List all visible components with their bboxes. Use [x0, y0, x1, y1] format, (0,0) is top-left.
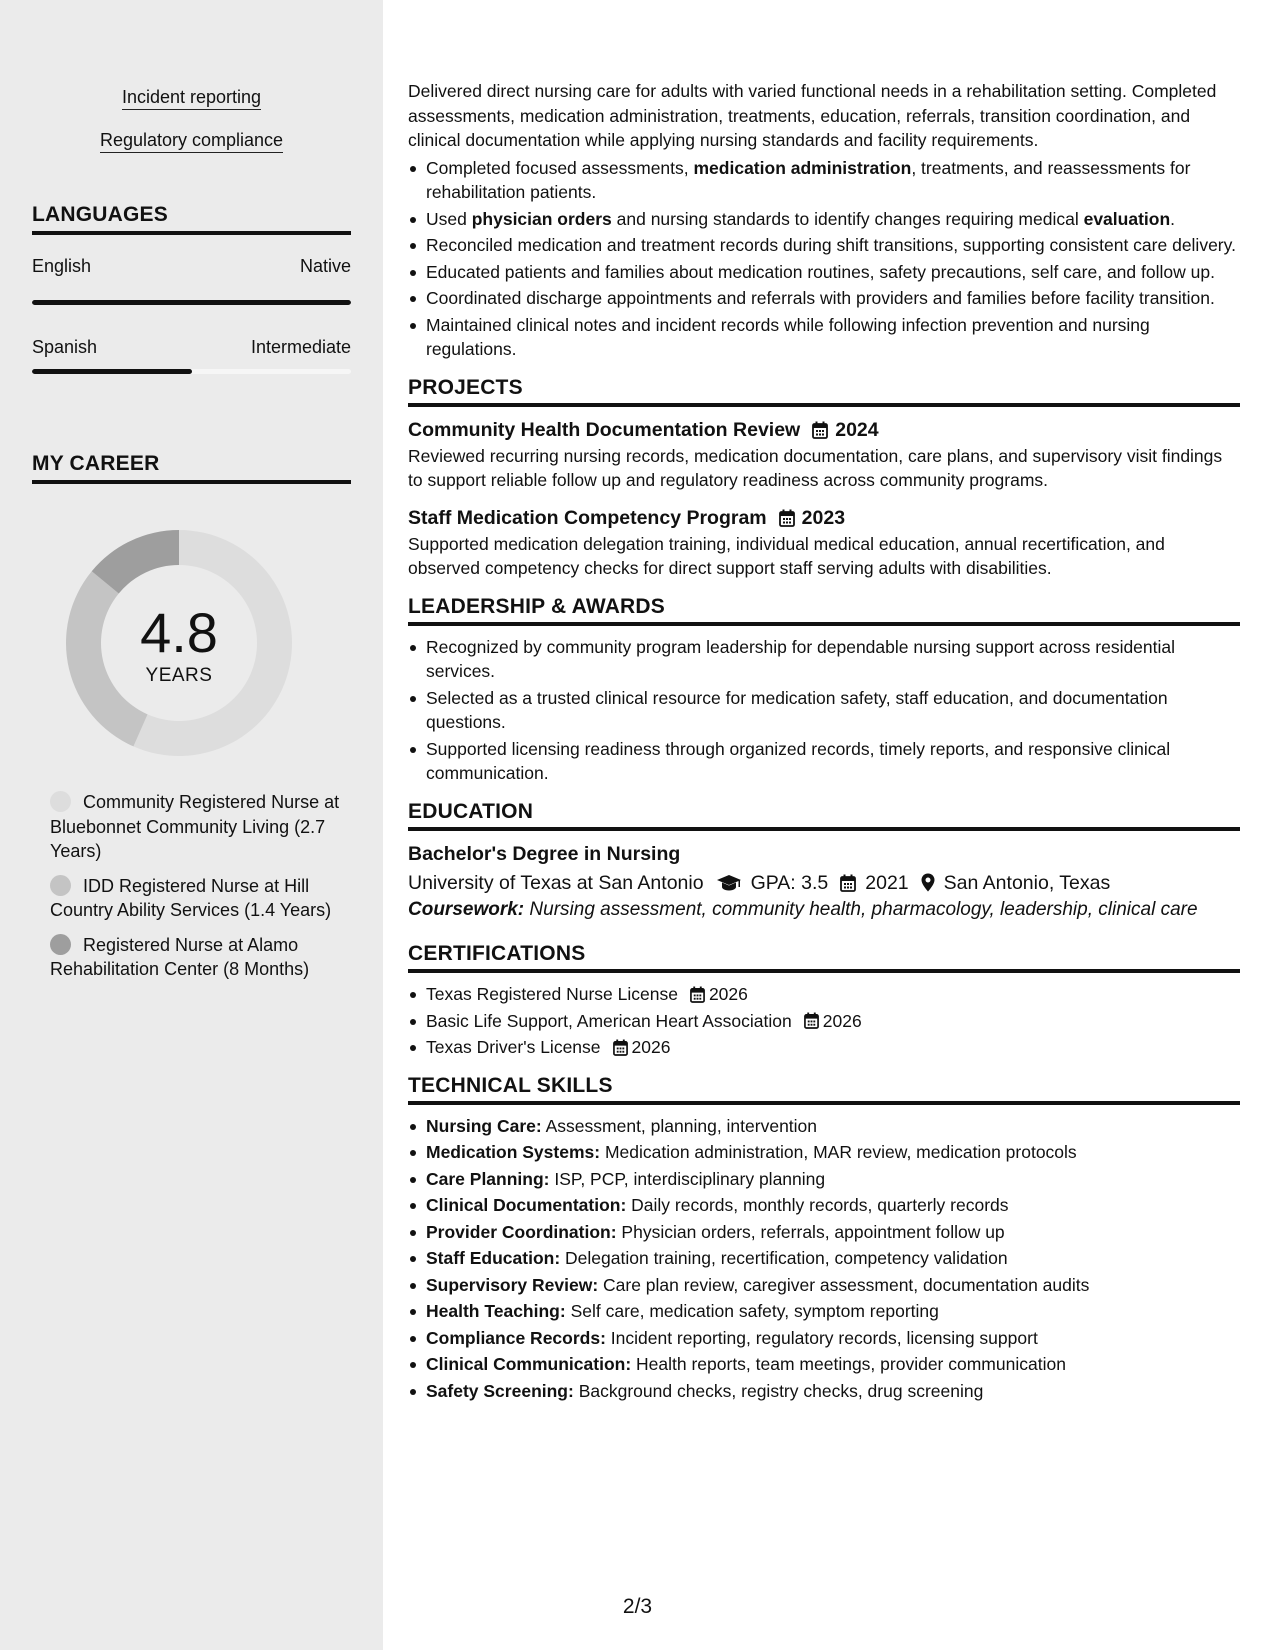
- skill-item: [408, 1114, 1240, 1139]
- career-heading: MY CAREER: [32, 452, 351, 484]
- skill-item: [408, 1246, 1240, 1271]
- graduation-cap-icon: [716, 874, 742, 892]
- skill-text: Assessment, planning, intervention: [541, 1115, 818, 1136]
- project-title-row: [408, 416, 1240, 444]
- skill-label: Provider Coordination:: [426, 1221, 617, 1242]
- education-details: [408, 868, 1240, 898]
- leadership-list: [408, 635, 1240, 786]
- location-pin-icon: [921, 873, 935, 892]
- career-total-value: 4.8: [140, 601, 218, 664]
- education-year: 2021: [865, 871, 909, 894]
- skill-text: Physician orders, referrals, appointment follow up: [616, 1221, 1005, 1242]
- skill-link-regulatory-compliance[interactable]: Regulatory compliance: [100, 129, 283, 153]
- certification-year: 2026: [822, 1010, 862, 1031]
- experience-bullet: Coordinated discharge appointments and referrals with providers and families before facility transition.: [408, 286, 1240, 311]
- skill-text: Care plan review, caregiver assessment, documentation audits: [598, 1274, 1090, 1295]
- skill-item: [408, 1299, 1240, 1324]
- project-item: [408, 504, 1240, 581]
- skill-item: [408, 1379, 1240, 1404]
- calendar-icon: [613, 1039, 628, 1056]
- skill-text: Delegation training, recertification, competency validation: [560, 1248, 1008, 1268]
- career-item-text: IDD Registered Nurse at Hill Country Ability Services (1.4 Years): [50, 875, 332, 920]
- career-item-text: Registered Nurse at Alamo Rehabilitation Center (8 Months): [50, 934, 310, 979]
- skill-label: Clinical Communication:: [426, 1354, 632, 1374]
- calendar-icon: [812, 421, 828, 439]
- skill-label: Supervisory Review:: [426, 1274, 599, 1295]
- language-row-spanish: [32, 337, 351, 358]
- skill-item: [408, 1167, 1240, 1192]
- bullet-text: , treatments, and reassessments for rehabilitation patients.: [426, 157, 1191, 202]
- certifications-list: [408, 982, 1240, 1060]
- leadership-item: Recognized by community program leadership for dependable nursing support across residential services.: [408, 635, 1240, 684]
- skill-link-incident-reporting[interactable]: Incident reporting: [122, 86, 261, 110]
- language-level: Native: [299, 256, 351, 276]
- education-degree: Bachelor's Degree in Nursing: [408, 842, 681, 865]
- skill-text: Daily records, monthly records, quarterly records: [626, 1195, 1009, 1215]
- career-total-unit: YEARS: [145, 665, 213, 686]
- skill-item: [408, 1220, 1240, 1245]
- language-name: Spanish: [32, 337, 98, 357]
- career-item: [50, 790, 340, 864]
- skill-text: Medication administration, MAR review, medication protocols: [600, 1142, 1077, 1162]
- bullet-text: and nursing standards to identify changes requiring medical: [611, 208, 1084, 229]
- skill-links: [0, 86, 383, 172]
- bullet-keyword: physician orders: [471, 208, 612, 229]
- bullet-keyword: medication administration: [693, 157, 912, 178]
- calendar-icon: [779, 509, 795, 527]
- skill-label: Health Teaching:: [426, 1301, 566, 1321]
- leadership-item: Selected as a trusted clinical resource for medication safety, staff education, and documentation questions.: [408, 686, 1240, 735]
- career-item: [50, 933, 340, 982]
- skill-item: [408, 1326, 1240, 1351]
- career-dot: [50, 875, 71, 896]
- skill-text: Incident reporting, regulatory records, licensing support: [605, 1327, 1038, 1348]
- languages-heading: LANGUAGES: [32, 203, 351, 235]
- experience-bullet: Educated patients and families about medication routines, safety precautions, self care, and follow up.: [408, 260, 1240, 285]
- skill-text: Self care, medication safety, symptom reporting: [565, 1301, 939, 1321]
- project-description: Reviewed recurring nursing records, medication documentation, care plans, and supervisory visit findings to support reliable follow up and regulatory readiness across community programs.: [408, 445, 1223, 490]
- project-title: Community Health Documentation Review: [408, 418, 801, 441]
- skill-label: Care Planning:: [426, 1168, 550, 1189]
- skill-item: [408, 1352, 1240, 1377]
- certification-name: Texas Registered Nurse License: [426, 984, 678, 1004]
- skill-label: Clinical Documentation:: [426, 1195, 627, 1215]
- skills-heading: TECHNICAL SKILLS: [408, 1074, 1240, 1105]
- skill-item: [408, 1140, 1240, 1165]
- skill-text: ISP, PCP, interdisciplinary planning: [549, 1168, 826, 1189]
- certification-item: [408, 1009, 1240, 1034]
- certification-year: 2026: [708, 984, 748, 1004]
- main-content: [408, 79, 1240, 1405]
- experience-bullet: Reconciled medication and treatment records during shift transitions, supporting consistent care delivery.: [408, 233, 1240, 258]
- project-title: Staff Medication Competency Program: [408, 506, 767, 529]
- sidebar: [0, 0, 383, 1650]
- career-dot: [50, 791, 71, 812]
- calendar-icon: [840, 874, 856, 892]
- career-dot: [50, 934, 71, 955]
- skill-label: Safety Screening:: [426, 1380, 574, 1401]
- skill-label: Staff Education:: [426, 1248, 561, 1268]
- experience-bullet: [408, 156, 1240, 205]
- certifications-heading: CERTIFICATIONS: [408, 942, 1240, 973]
- calendar-icon: [804, 1012, 819, 1029]
- leadership-item: Supported licensing readiness through organized records, timely reports, and responsive clinical communication.: [408, 737, 1240, 786]
- skills-list: [408, 1114, 1240, 1404]
- skill-item: [408, 1193, 1240, 1218]
- language-bar-spanish: [32, 369, 351, 374]
- bullet-text: Completed focused assessments,: [426, 157, 694, 178]
- career-item-text: Community Registered Nurse at Bluebonnet Community Living (2.7 Years): [50, 792, 340, 861]
- leadership-heading: LEADERSHIP & AWARDS: [408, 595, 1240, 626]
- skill-label: Medication Systems:: [426, 1142, 601, 1162]
- language-bar-english: [32, 300, 351, 305]
- education-location: San Antonio, Texas: [943, 871, 1111, 894]
- language-name: English: [32, 256, 92, 276]
- bullet-text: Used: [426, 208, 472, 229]
- skill-text: Health reports, team meetings, provider communication: [631, 1354, 1066, 1374]
- education-gpa: GPA: 3.5: [750, 871, 829, 894]
- bullet-text: .: [1170, 208, 1176, 229]
- certification-name: Texas Driver's License: [426, 1037, 601, 1057]
- experience-bullet: [408, 207, 1240, 232]
- coursework-label: Coursework:: [408, 898, 525, 920]
- skill-item: [408, 1273, 1240, 1298]
- project-item: [408, 416, 1240, 493]
- language-row-english: [32, 256, 351, 277]
- education-school: University of Texas at San Antonio: [408, 871, 704, 894]
- page-number: 2/3: [622, 1595, 653, 1618]
- project-description: Supported medication delegation training, individual medical education, annual recertification, and observed competency checks for direct support staff serving adults with disabilities.: [408, 533, 1165, 578]
- certification-item: [408, 982, 1240, 1007]
- language-bar-fill: [32, 369, 192, 374]
- certification-year: 2026: [631, 1037, 671, 1057]
- calendar-icon: [690, 986, 705, 1003]
- skill-label: Nursing Care:: [426, 1115, 542, 1136]
- certification-name: Basic Life Support, American Heart Association: [426, 1010, 792, 1031]
- project-year: 2024: [835, 418, 879, 441]
- education-heading: EDUCATION: [408, 800, 1240, 831]
- career-item: [50, 874, 340, 923]
- career-total: [66, 603, 292, 687]
- projects-heading: PROJECTS: [408, 376, 1240, 407]
- certification-item: [408, 1035, 1240, 1060]
- project-title-row: [408, 504, 1240, 532]
- education-coursework: [408, 898, 1240, 923]
- skill-label: Compliance Records:: [426, 1327, 606, 1348]
- project-year: 2023: [801, 506, 846, 529]
- skill-text: Background checks, registry checks, drug screening: [573, 1380, 984, 1401]
- language-level: Intermediate: [250, 337, 351, 357]
- bullet-keyword: evaluation: [1083, 208, 1171, 229]
- experience-bullet: Maintained clinical notes and incident records while following infection prevention and nursing regulations.: [408, 313, 1240, 362]
- experience-summary: Delivered direct nursing care for adults with varied functional needs in a rehabilitation setting. Completed assessments, medication administration, treatments, education, referrals, transition coordination, and clinical documentation while applying nursing standards and facility requirements.: [408, 81, 1217, 150]
- language-bar-fill: [32, 300, 351, 305]
- coursework-text: Nursing assessment, community health, pharmacology, leadership, clinical care: [524, 898, 1198, 920]
- experience-bullets: [408, 156, 1240, 362]
- career-legend: [50, 790, 340, 992]
